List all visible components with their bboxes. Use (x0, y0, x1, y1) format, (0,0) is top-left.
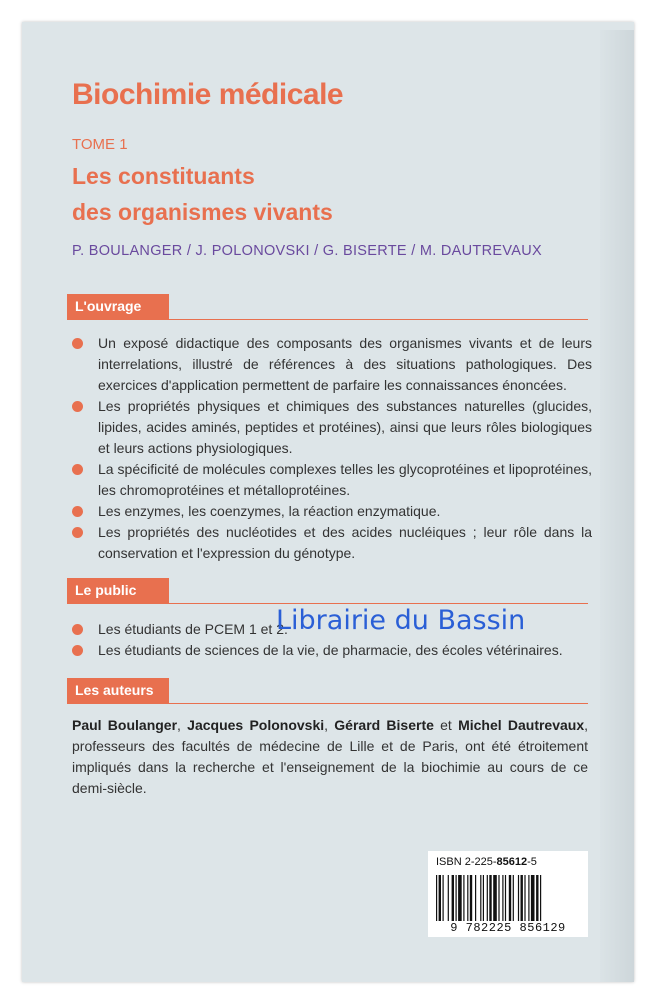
bullet-icon (72, 464, 83, 475)
section-rule-auteurs (67, 703, 588, 704)
list-item: La spécificité de molécules complexes telles les glycoprotéines et lipoprotéines, les chromoprotéines et métalloprotéines. (72, 459, 592, 501)
section-rule-ouvrage (67, 319, 588, 320)
authors-paragraph: Paul Boulanger, Jacques Polonovski, Gérard Biserte et Michel Dautrevaux, professeurs des facultés de médecine de Lille et de Paris, ont été étroitement impliqués dans la recherche et l'enseignement de la biochimie au cours de ce demi-siècle. (72, 717, 589, 796)
section-heading-auteurs: Les auteurs (67, 678, 169, 703)
author-name: Michel Dautrevaux (458, 717, 585, 733)
list-item: Les étudiants de sciences de la vie, de pharmacie, des écoles vétérinaires. (72, 640, 592, 661)
list-item: Un exposé didactique des composants des organismes vivants et de leurs interrelations, illustré de références à des situations pathologiques. Des exercices d'application permettent de parfaire les connaissances énoncées. (72, 333, 592, 396)
list-item: Les étudiants de PCEM 1 et 2. (72, 619, 592, 640)
ouvrage-list (72, 333, 592, 564)
bullet-icon (72, 401, 83, 412)
subtitle-line-1: Les constituants (72, 163, 255, 189)
barcode-block (428, 851, 588, 937)
book-subtitle (72, 158, 333, 230)
bullet-icon (72, 527, 83, 538)
section-heading-public: Le public (67, 578, 169, 603)
section-rule-public (67, 603, 588, 604)
list-item: Les enzymes, les coenzymes, la réaction enzymatique. (72, 501, 592, 522)
bullet-icon (72, 624, 83, 635)
bullet-icon (72, 645, 83, 656)
book-title: Biochimie médicale (72, 78, 344, 111)
isbn-label: ISBN 2-225-85612-5 (436, 856, 537, 868)
tome-label: TOME 1 (72, 136, 128, 153)
ean-number: 9 782225 856129 (450, 921, 566, 935)
list-item: Les propriétés physiques et chimiques des substances naturelles (glucides, lipides, acides aminés, peptides et protéines), ainsi que leurs rôles biologiques et leurs actions physiologiques. (72, 396, 592, 459)
bullet-icon (72, 506, 83, 517)
section-heading-ouvrage: L'ouvrage (67, 294, 169, 319)
cover-edge (600, 30, 634, 982)
bullet-icon (72, 338, 83, 349)
list-item: Les propriétés des nucléotides et des acides nucléiques ; leur rôle dans la conservation et l'expression du génotype. (72, 522, 592, 564)
barcode-icon (436, 875, 580, 921)
author-name: Jacques Polonovski (187, 717, 325, 733)
author-name: Paul Boulanger (72, 717, 178, 733)
watermark: Librairie du Bassin (276, 605, 526, 636)
author-name: Gérard Biserte (334, 717, 434, 733)
subtitle-line-2: des organismes vivants (72, 199, 333, 225)
authors-line: P. BOULANGER / J. POLONOVSKI / G. BISERTE / M. DAUTREVAUX (72, 243, 542, 259)
